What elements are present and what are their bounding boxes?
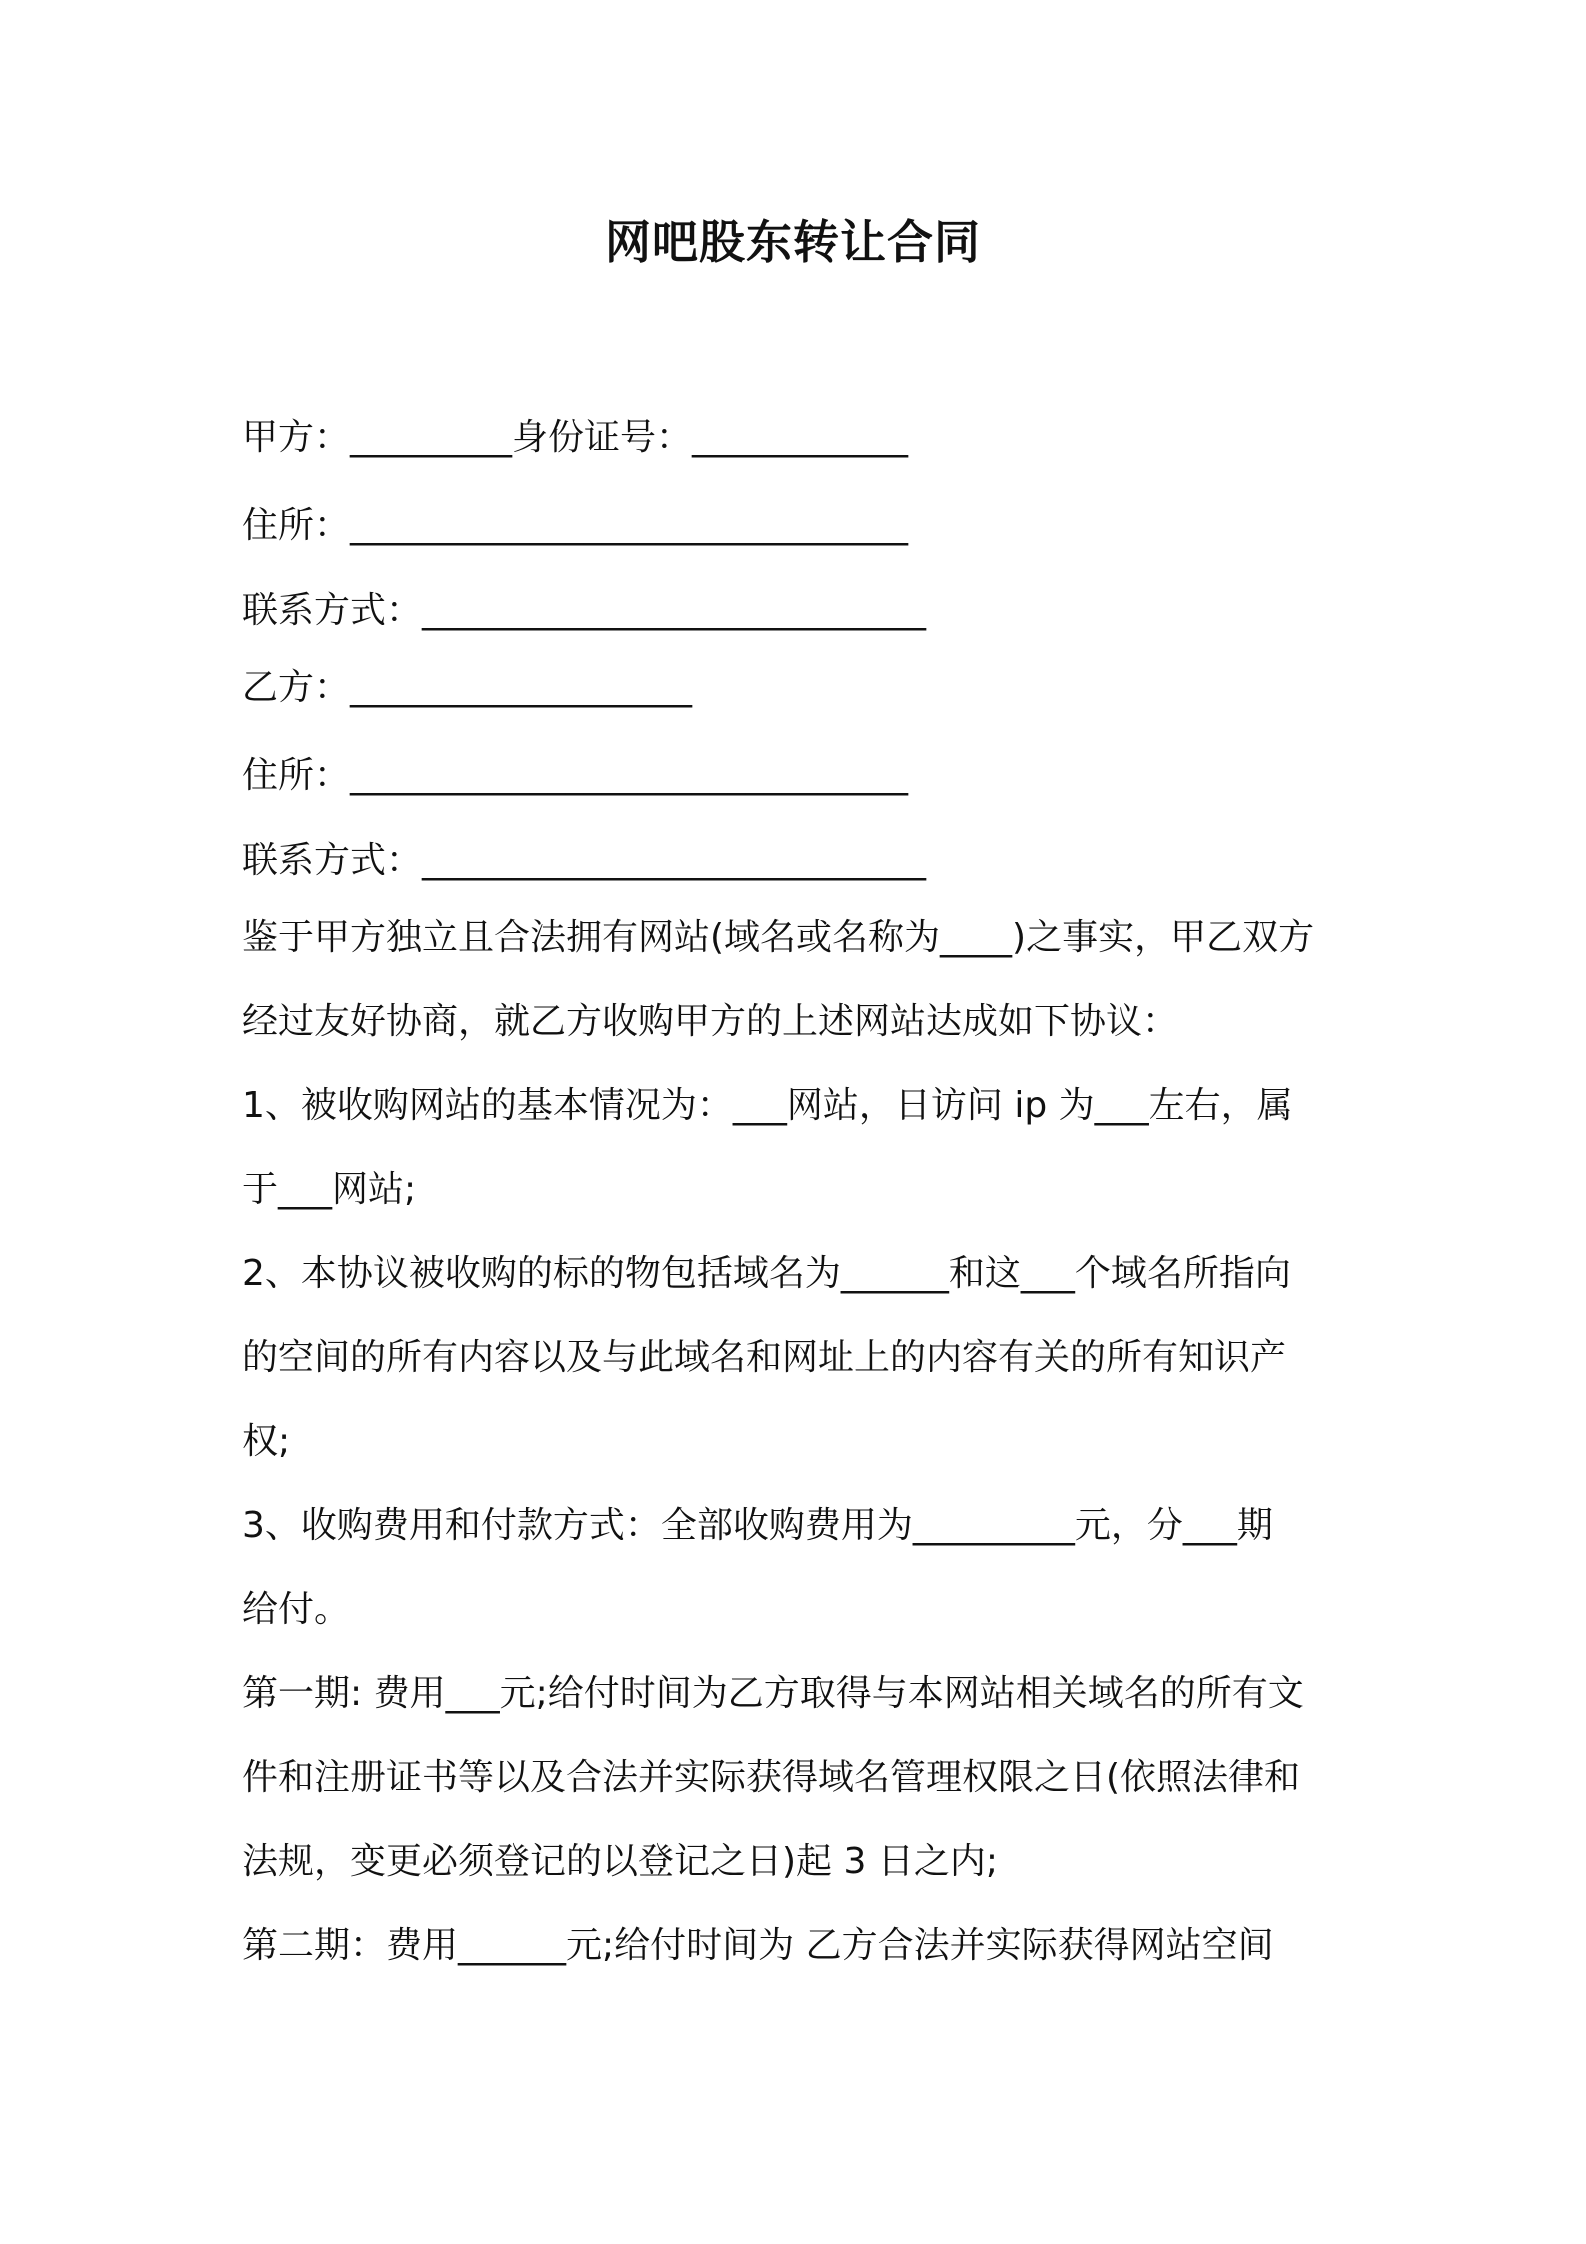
clause-3-line-1: 3、收购费用和付款方式：全部收购费用为_________元，分___期 (242, 1505, 1273, 1546)
installment-1-line-3: 法规，变更必须登记的以登记之日)起 3 日之内; (242, 1841, 998, 1882)
clause-1-line-2: 于___网站; (242, 1169, 417, 1210)
party-a-address-line: 住所：_______________________________ (242, 505, 909, 546)
installment-2-line-1: 第二期：费用______元;给付时间为 乙方合法并实际获得网站空间 (242, 1925, 1274, 1966)
party-a-name-line: 甲方：_________身份证号：____________ (242, 417, 909, 458)
party-b-contact-line: 联系方式：____________________________ (242, 840, 927, 881)
clause-3-line-2: 给付。 (242, 1589, 351, 1630)
clause-2-line-2: 的空间的所有内容以及与此域名和网址上的内容有关的所有知识产 (242, 1337, 1287, 1378)
clause-2-line-1: 2、本协议被收购的标的物包括域名为______和这___个域名所指向 (242, 1253, 1291, 1294)
clause-1-line-1: 1、被收购网站的基本情况为：___网站，日访问 ip 为___左右，属 (242, 1085, 1293, 1126)
preamble-line-1: 鉴于甲方独立且合法拥有网站(域名或名称为____)之事实，甲乙双方 (242, 917, 1315, 958)
party-b-address-line: 住所：_______________________________ (242, 755, 909, 796)
installment-1-line-2: 件和注册证书等以及合法并实际获得域名管理权限之日(依照法律和 (242, 1757, 1301, 1798)
preamble-line-2: 经过友好协商，就乙方收购甲方的上述网站达成如下协议： (242, 1001, 1179, 1042)
installment-1-line-1: 第一期: 费用___元;给付时间为乙方取得与本网站相关域名的所有文 (242, 1673, 1304, 1714)
party-b-name-line: 乙方：___________________ (242, 667, 693, 708)
document-title: 网吧股东转让合同 (605, 215, 981, 269)
party-a-contact-line: 联系方式：____________________________ (242, 590, 927, 631)
clause-2-line-3: 权; (242, 1421, 291, 1462)
